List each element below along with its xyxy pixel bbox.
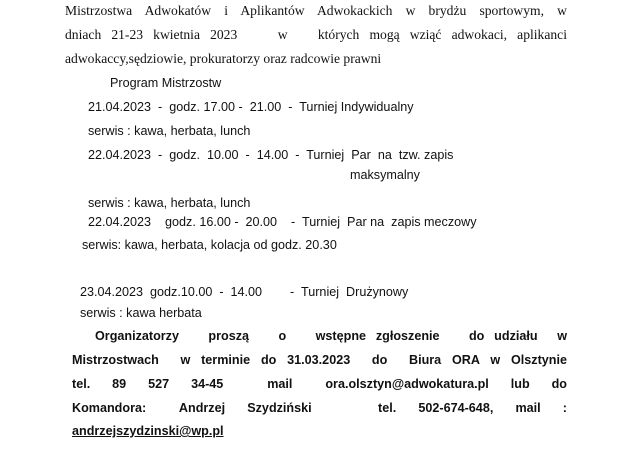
program-service-4: serwis : kawa herbata [80,306,202,320]
program-entry-4: 23.04.2023 godz.10.00 - 14.00 - Turniej Drużynowy [80,285,409,299]
program-service-3: serwis: kawa, herbata, kolacja od godz. 20.30 [82,238,337,252]
closing-line-3: tel. 89 527 34-45 mail ora.olsztyn@adwokatura.pl lub do [72,377,567,391]
program-heading: Program Mistrzostw [110,76,222,90]
program-service-1: serwis : kawa, herbata, lunch [88,124,251,138]
program-entry-2-cont: maksymalny [350,168,420,182]
program-entry-2: 22.04.2023 - godz. 10.00 - 14.00 - Turniej Par na tzw. zapis [88,148,454,162]
organizer-email-link[interactable]: andrzejszydzinski@wp.pl [72,424,224,438]
program-entry-1: 21.04.2023 - godz. 17.00 - 21.00 - Turniej Indywidualny [88,100,414,114]
intro-line-3: adwokaccy,sędziowie, prokuratorzy oraz radcowie prawni [65,51,382,66]
closing-line-1: Organizatorzy proszą o wstępne zgłoszenie do udziału w [95,329,567,343]
intro-line-2: dniach 21-23 kwietnia 2023 w których mogą wziąć adwokaci, aplikanci [65,27,567,42]
program-entry-3: 22.04.2023 godz. 16.00 - 20.00 - Turniej Par na zapis meczowy [88,215,477,229]
intro-line-1: Mistrzostwa Adwokatów i Aplikantów Adwokackich w brydżu sportowym, w [65,3,567,18]
closing-line-2: Mistrzostwach w terminie do 31.03.2023 do Biura ORA w Olsztynie [72,353,567,367]
program-service-2: serwis : kawa, herbata, lunch [88,196,251,210]
closing-line-4: Komandora: Andrzej Szydziński tel. 502-674-648, mail : [72,401,567,415]
